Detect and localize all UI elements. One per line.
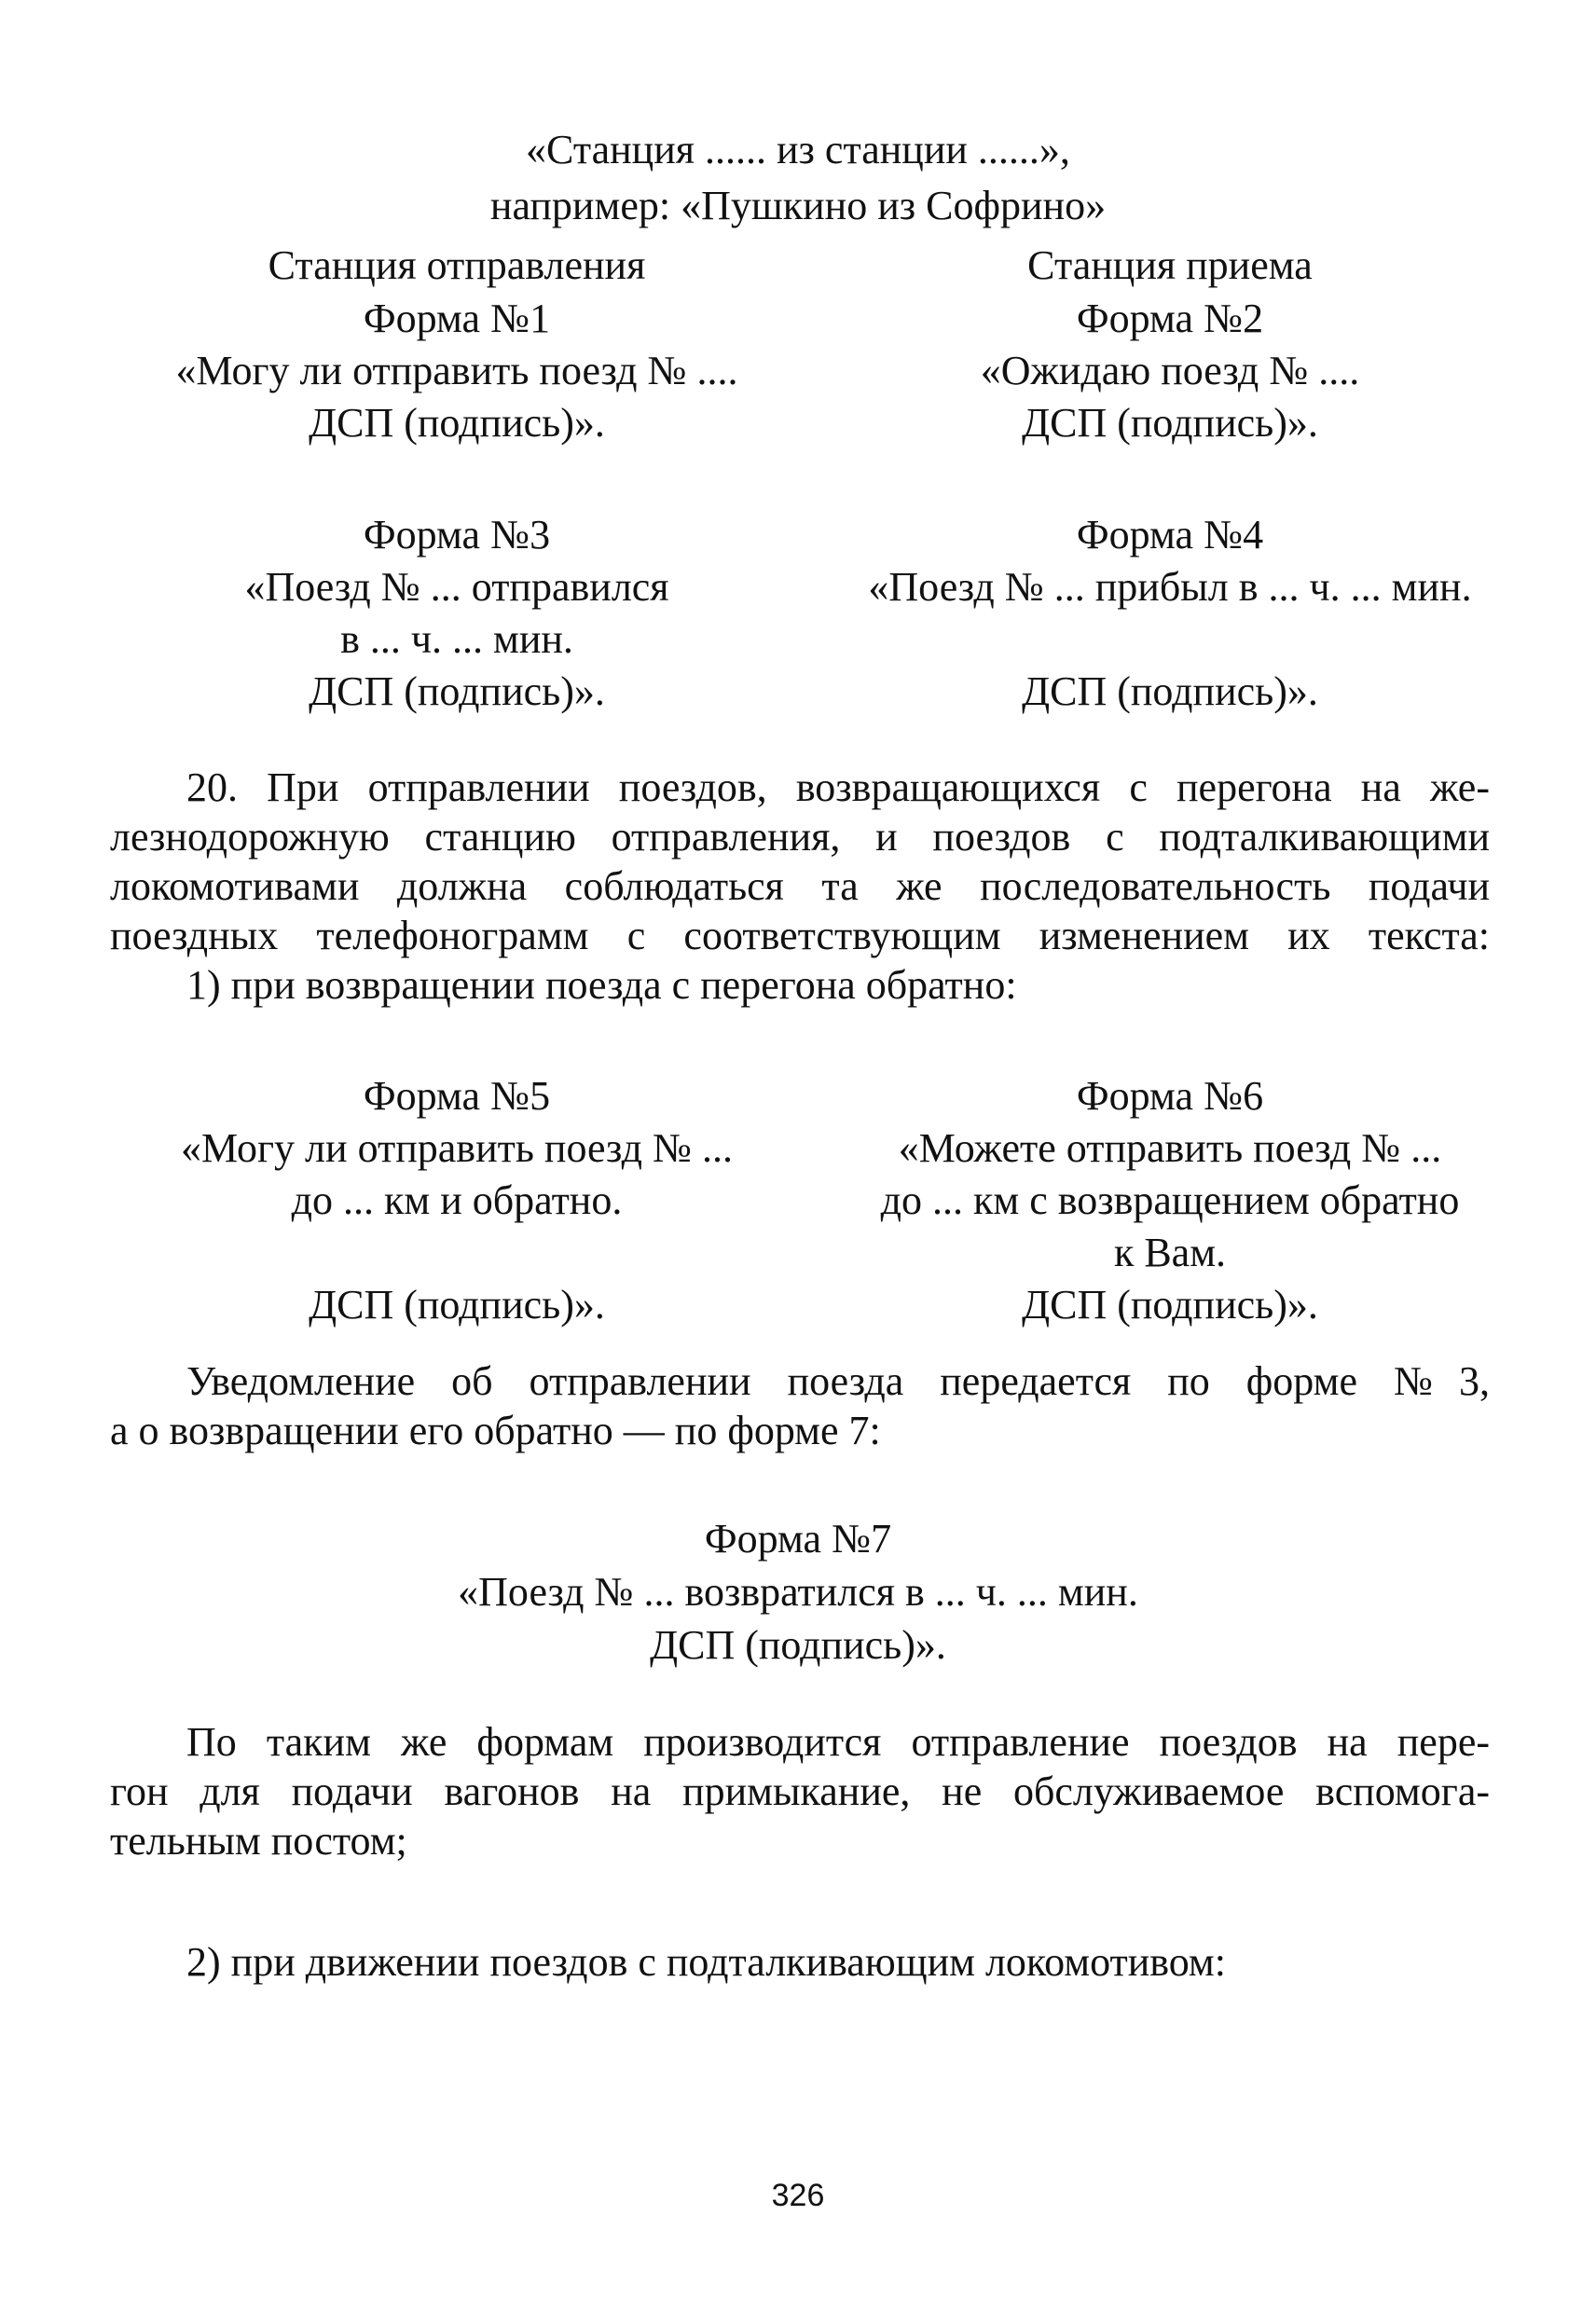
notice-line-1: Уведомление об отправлении поезда передается по форме №3,	[186, 1358, 1490, 1404]
form-1-title: Форма №1	[363, 296, 551, 341]
form-5-signature: ДСП (подпись)».	[309, 1282, 605, 1328]
paragraph-20-line-3: локомотивами должна соблюдаться та же последовательность подачи	[110, 863, 1490, 909]
form-3-signature: ДСП (подпись)».	[309, 668, 605, 714]
form-7-title: Форма №7	[704, 1516, 892, 1562]
heading-receiving-station: Станция приема	[1027, 242, 1313, 288]
form-5-title: Форма №5	[363, 1073, 551, 1119]
paragraph-20-line-2: лезнодорожную станцию отправления, и поездов с подталкивающими	[110, 814, 1490, 860]
paragraph-20	[110, 763, 1490, 1010]
paragraph-20-line-4: поездных телефонограмм с соответствующим изменением их текста:	[110, 913, 1490, 958]
form-6-text-1: «Можете отправить поезд № ...	[898, 1125, 1442, 1171]
list-item-2: 2) при движении поездов с подталкивающим локомотивом:	[186, 1939, 1226, 1985]
form-6-title: Форма №6	[1076, 1073, 1264, 1119]
form-4-signature: ДСП (подпись)».	[1022, 668, 1318, 714]
form-6-signature: ДСП (подпись)».	[1022, 1282, 1318, 1328]
same-forms-line-1: По таким же формам производится отправление поездов на пере-	[186, 1719, 1490, 1765]
page-number: 326	[771, 2178, 825, 2213]
form-6-block	[820, 1070, 1520, 1331]
form-4-block	[820, 509, 1520, 718]
form-1-text: «Могу ли отправить поезд № ....	[175, 348, 738, 393]
header-line-2: например: «Пушкино из Софрино»	[489, 183, 1107, 228]
form-5-block	[112, 1070, 802, 1331]
heading-departure-station: Станция отправления	[268, 242, 646, 288]
list-item-2-block	[110, 1937, 1490, 1987]
same-forms-line-2: гон для подачи вагонов на примыкание, не обслуживаемое вспомога-	[110, 1768, 1490, 1814]
form-5-text-1: «Могу ли отправить поезд № ...	[180, 1125, 734, 1171]
form-6-text-3: к Вам.	[1113, 1230, 1227, 1275]
form-3-text-2: в ... ч. ... мин.	[340, 616, 573, 662]
paragraph-20-line-1: 20. При отправлении поездов, возвращающихся с перегона на же-	[186, 764, 1490, 810]
form-5-text-2: до ... км и обратно.	[291, 1177, 623, 1223]
form-2-signature: ДСП (подпись)».	[1022, 400, 1318, 446]
header-line-1: «Станция ...... из станции ......»,	[526, 127, 1070, 172]
form-4-title: Форма №4	[1076, 512, 1264, 557]
form-2-title: Форма №2	[1076, 296, 1264, 341]
form-6-text-2: до ... км с возвращением обратно	[880, 1177, 1460, 1223]
form-4-text-1: «Поезд № ... прибыл в ... ч. ... мин.	[868, 564, 1472, 610]
same-forms-line-3: тельным постом;	[110, 1818, 407, 1864]
form-7-text: «Поезд № ... возвратился в ... ч. ... мин.	[458, 1569, 1138, 1615]
notice-paragraph	[110, 1356, 1490, 1455]
form-1-block	[112, 293, 802, 449]
form-2-block	[820, 293, 1520, 449]
list-item-1: 1) при возвращении поезда с перегона обратно:	[186, 962, 1017, 1008]
same-forms-paragraph	[110, 1717, 1490, 1865]
form-3-text-1: «Поезд № ... отправился	[244, 564, 669, 610]
form-2-text: «Ожидаю поезд № ....	[980, 348, 1360, 393]
form-1-signature: ДСП (подпись)».	[309, 400, 605, 446]
form-3-title: Форма №3	[363, 512, 551, 557]
notice-line-2: а о возвращении его обратно — по форме 7:	[110, 1408, 881, 1453]
form-7-signature: ДСП (подпись)».	[650, 1622, 946, 1668]
form-3-block	[112, 509, 802, 718]
